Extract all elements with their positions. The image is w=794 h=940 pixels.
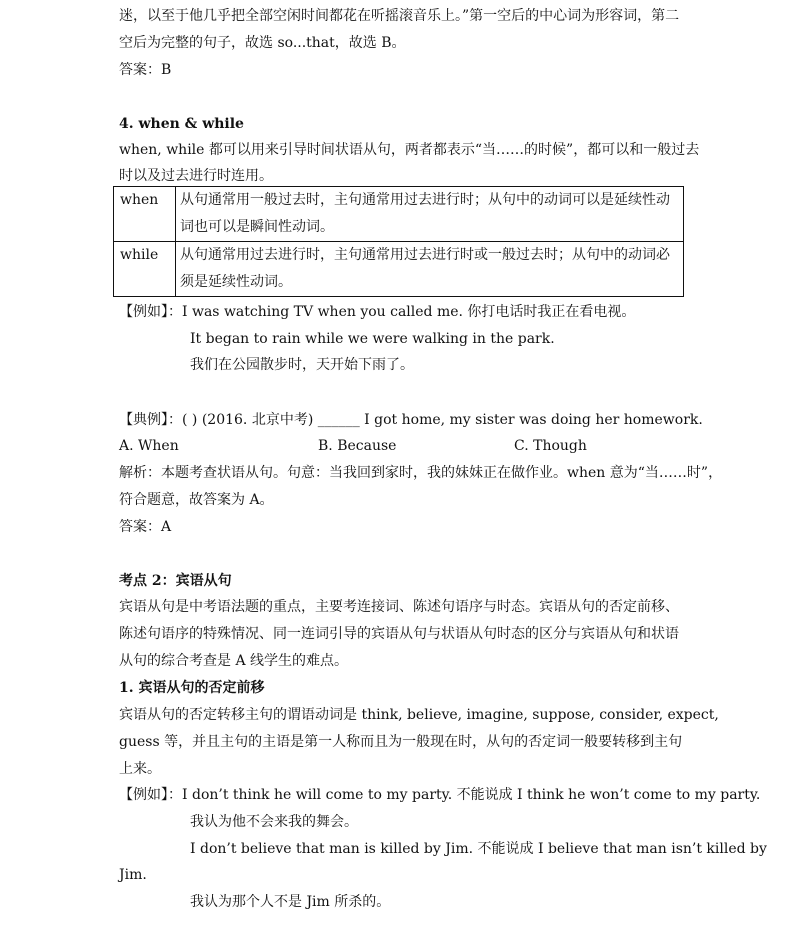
- intro-line-1: 迷，以至于他几乎把全部空闲时间都花在听摇滚音乐上。”第一空后的中心词为形容词，第二: [119, 8, 680, 24]
- exercise-analysis-line-1: 解析：本题考查状语从句。句意：当我回到家时，我的妹妹正在做作业。when 意为“当……时”，: [119, 465, 723, 481]
- table-desc-line: 须是延续性动词。: [180, 274, 292, 290]
- kaodian2-sub-line-1: 宾语从句的否定转移主句的谓语动词是 think, believe, imagine, suppose, consider, expect,: [119, 707, 719, 723]
- kaodian2-heading: 考点 2：宾语从句: [119, 573, 232, 589]
- kaodian2-sub-line-2: guess 等，并且主句的主语是第一人称而且为一般现在时，从句的否定词一般要转移到主句: [119, 734, 683, 750]
- example-text: I don’t think he will come to my party. 不能说成 I think he won’t come to my party.: [182, 787, 761, 803]
- section4-heading: 4. when & while: [119, 116, 244, 132]
- example-label: 【例如】：: [119, 304, 182, 320]
- table-desc-line: 从句通常用过去进行时，主句通常用过去进行时或一般过去时；从句中的动词必: [180, 247, 670, 263]
- kaodian2-desc-line-2: 陈述句语序的特殊情况、同一连词引导的宾语从句与状语从句时态的区分与宾语从句和状语: [119, 626, 679, 642]
- kaodian2-example-1-cn: 我认为他不会来我的舞会。: [190, 814, 358, 830]
- exercise-option-a: A. When: [119, 438, 179, 454]
- section4-example-1: [119, 302, 635, 322]
- kaodian2-example-2-cn: 我认为那个人不是 Jim 所杀的。: [190, 894, 391, 910]
- exercise-analysis-line-2: 符合题意，故答案为 A。: [119, 492, 274, 508]
- table-desc-cell: [176, 242, 684, 297]
- kaodian2-desc-line-3: 从句的综合考查是 A 线学生的难点。: [119, 653, 349, 669]
- table-key-cell: while: [114, 242, 176, 297]
- kaodian2-sub-heading: 1. 宾语从句的否定前移: [119, 680, 265, 696]
- table-row: [114, 242, 684, 297]
- section4-example-2: It began to rain while we were walking in the park.: [190, 331, 555, 347]
- table-key-cell: when: [114, 187, 176, 242]
- table-desc-line: 词也可以是瞬间性动词。: [180, 219, 334, 235]
- section4-example-3: 我们在公园散步时，天开始下雨了。: [190, 357, 414, 373]
- exercise-question: 【典例】：( ) (2016. 北京中考) ______ I got home, my sister was doing her homework.: [119, 412, 703, 428]
- kaodian2-example-2-cont: Jim.: [119, 867, 147, 883]
- exercise-answer: 答案：A: [119, 519, 172, 535]
- table-desc-line: 从句通常用一般过去时，主句通常用过去进行时；从句中的动词可以是延续性动: [180, 192, 670, 208]
- example-text: I was watching TV when you called me. 你打电话时我正在看电视。: [182, 304, 636, 320]
- intro-answer: 答案：B: [119, 62, 172, 78]
- kaodian2-sub-line-3: 上来。: [119, 761, 161, 777]
- kaodian2-example-1: [119, 785, 760, 805]
- exercise-option-c: C. Though: [514, 438, 587, 454]
- table-desc-cell: [176, 187, 684, 242]
- kaodian2-example-2: I don’t believe that man is killed by Jim. 不能说成 I believe that man isn’t killed by: [190, 841, 767, 857]
- section4-desc-line-1: when, while 都可以用来引导时间状语从句，两者都表示“当……的时候”，都可以和一般过去: [119, 142, 700, 158]
- example-label: 【例如】：: [119, 787, 182, 803]
- table-row: [114, 187, 684, 242]
- intro-line-2: 空后为完整的句子，故选 so...that，故选 B。: [119, 35, 406, 51]
- exercise-option-b: B. Because: [318, 438, 397, 454]
- kaodian2-desc-line-1: 宾语从句是中考语法题的重点，主要考连接词、陈述句语序与时态。宾语从句的否定前移、: [119, 599, 679, 615]
- when-while-table: [113, 186, 684, 297]
- section4-desc-line-2: 时以及过去进行时连用。: [119, 168, 273, 184]
